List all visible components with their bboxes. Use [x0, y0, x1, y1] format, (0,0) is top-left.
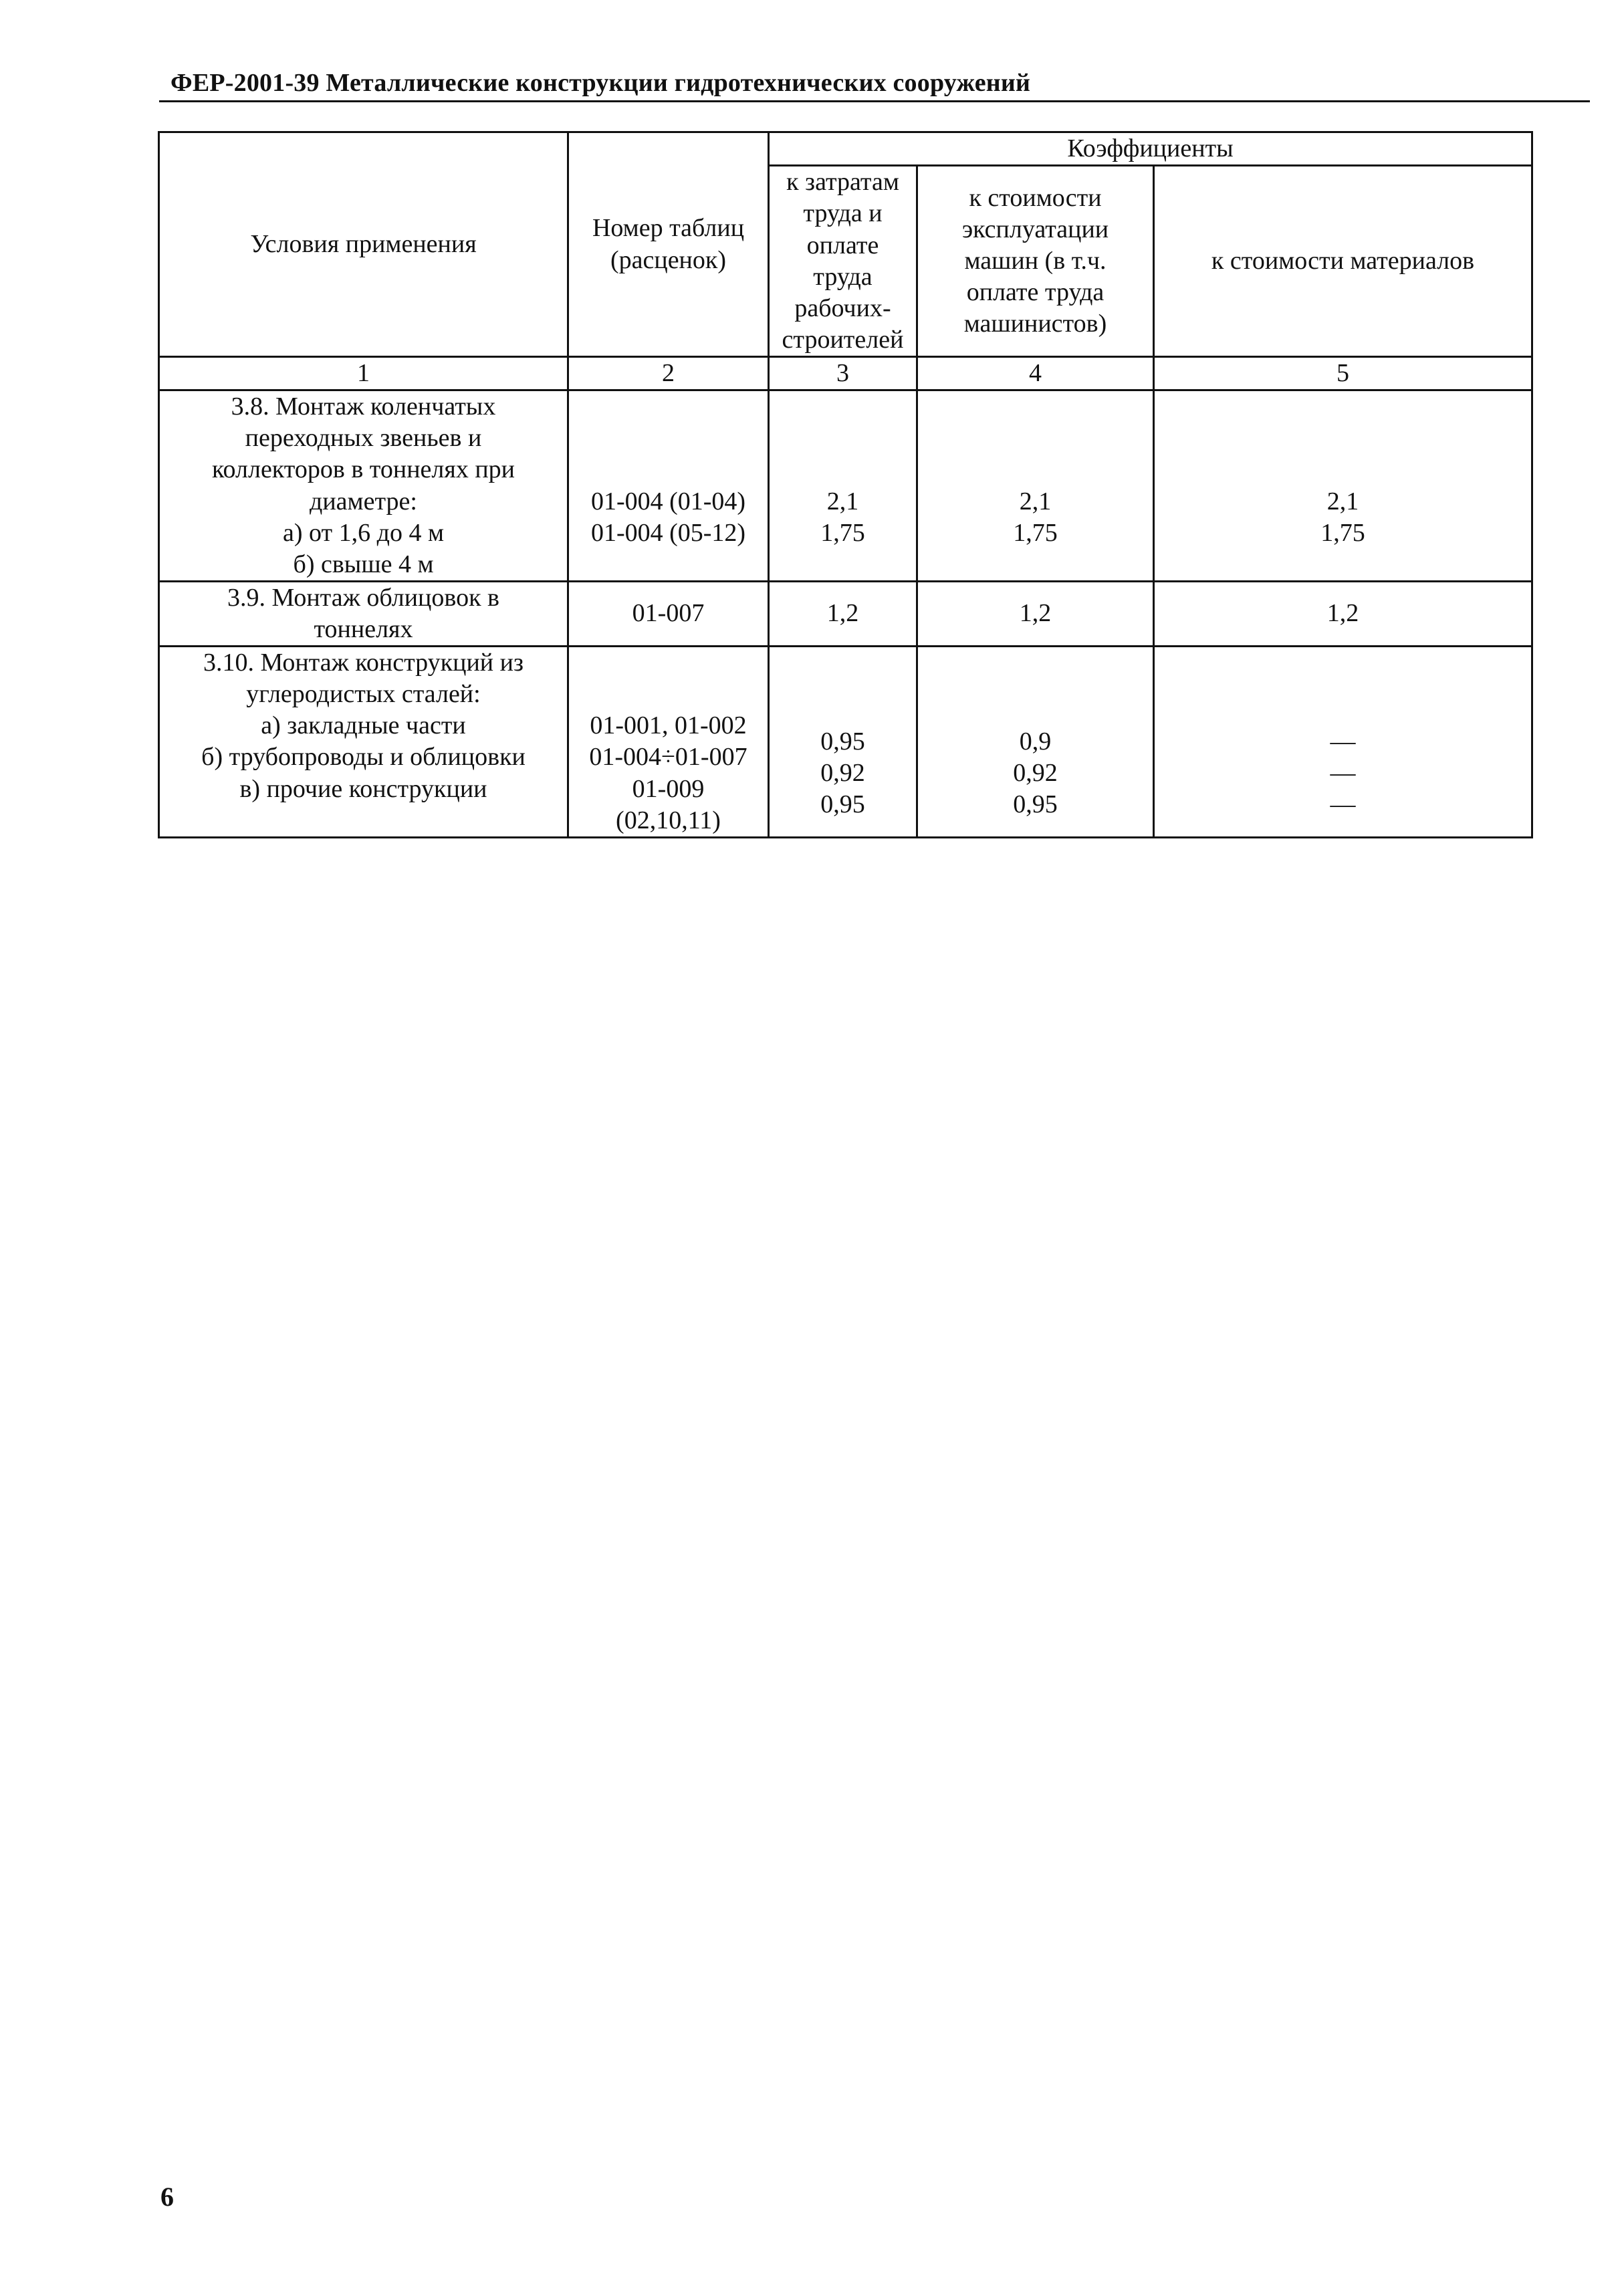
header-col4: к стоимости эксплуатации машин (в т.ч. оплате труда машинистов) — [917, 166, 1154, 357]
table-row — [159, 581, 1532, 646]
row-3-8-col5: 2,1 1,75 — [1154, 390, 1532, 582]
row-3-8-conditions: 3.8. Монтаж коленчатых переходных звеньев и коллекторов в тоннелях при диаметре: а) от 1,6 до 4 м б) свыше 4 м — [159, 390, 568, 582]
row-3-9-col4: 1,2 — [917, 581, 1154, 646]
header-conditions: Условия применения — [159, 132, 568, 357]
column-number-3: 3 — [769, 357, 917, 390]
header-rule — [159, 100, 1590, 102]
row-3-10-col3: 0,95 0,92 0,95 — [769, 647, 917, 838]
header-col5: к стоимости материалов — [1154, 166, 1532, 357]
row-3-10-col5: — — — — [1154, 647, 1532, 838]
row-3-10-col4: 0,9 0,92 0,95 — [917, 647, 1154, 838]
header-col3: к затратам труда и оплате труда рабочих-строителей — [769, 166, 917, 357]
row-3-8-col4: 2,1 1,75 — [917, 390, 1154, 582]
row-3-8-col3: 2,1 1,75 — [769, 390, 917, 582]
row-3-9-table-numbers: 01-007 — [568, 581, 769, 646]
column-number-1: 1 — [159, 357, 568, 390]
row-3-8-table-numbers: 01-004 (01-04) 01-004 (05-12) — [568, 390, 769, 582]
coefficients-table — [158, 131, 1533, 838]
row-3-10-conditions: 3.10. Монтаж конструкций из углеродистых сталей: а) закладные части б) трубопроводы и облицовки в) прочие конструкции — [159, 647, 568, 838]
row-3-9-col3: 1,2 — [769, 581, 917, 646]
header-coefficients: Коэффициенты — [769, 132, 1532, 166]
table-row — [159, 647, 1532, 838]
column-number-4: 4 — [917, 357, 1154, 390]
page-number: 6 — [160, 2182, 174, 2212]
column-number-2: 2 — [568, 357, 769, 390]
table-row — [159, 390, 1532, 582]
row-3-9-conditions: 3.9. Монтаж облицовок в тоннелях — [159, 581, 568, 646]
column-number-5: 5 — [1154, 357, 1532, 390]
header-table-number: Номер таблиц (расценок) — [568, 132, 769, 357]
row-3-9-col5: 1,2 — [1154, 581, 1532, 646]
page-header-title: ФЕР-2001-39 Металлические конструкции гидротехнических сооружений — [170, 69, 1031, 97]
row-3-10-table-numbers: 01-001, 01-002 01-004÷01-007 01-009 (02,10,11) — [568, 647, 769, 838]
